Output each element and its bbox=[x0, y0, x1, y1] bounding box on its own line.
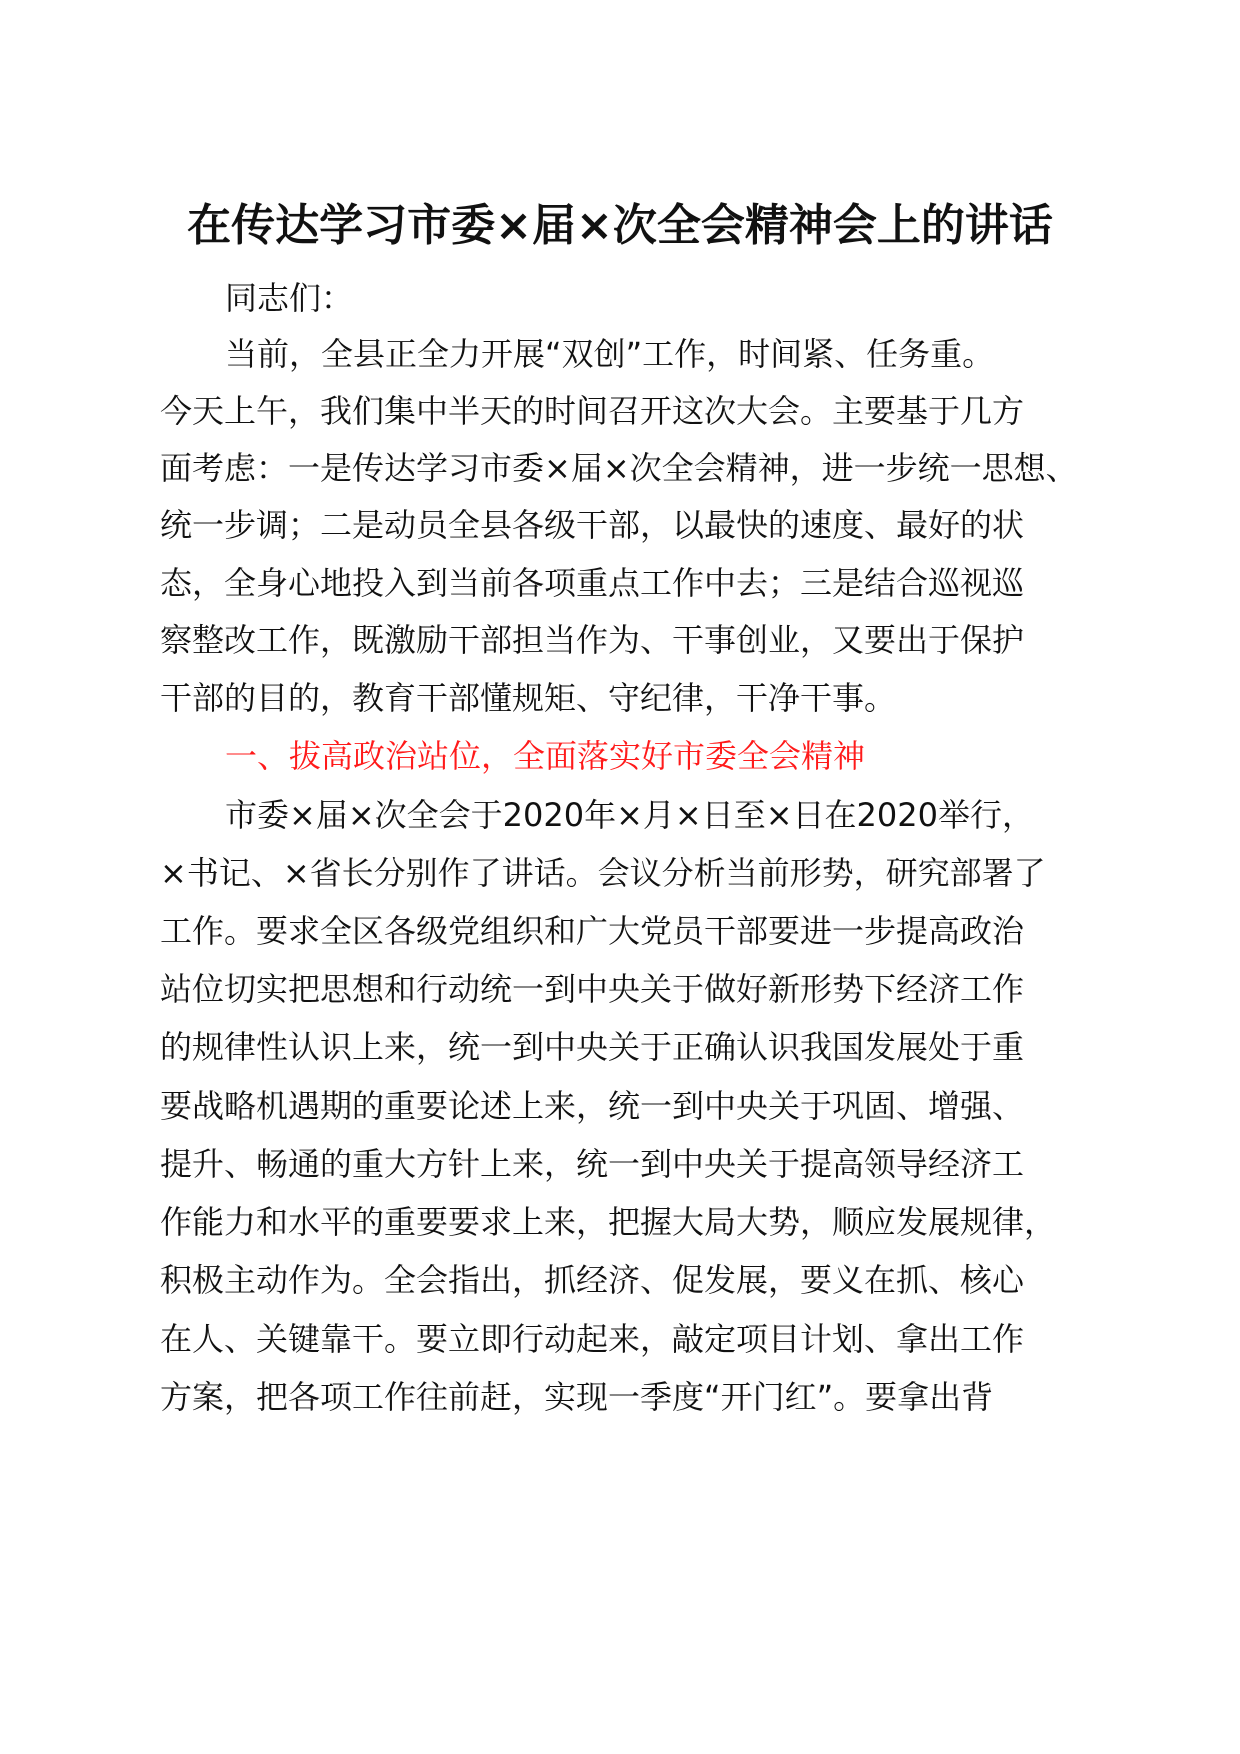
paragraph-line: 工作。要求全区各级党组织和广大党员干部要进一步提高政治 bbox=[160, 912, 1025, 950]
paragraph-line: 察整改工作，既激励干部担当作为、干事创业，又要出于保护 bbox=[160, 621, 1025, 659]
paragraph-line: 今天上午，我们集中半天的时间召开这次大会。主要基于几方 bbox=[160, 392, 1025, 430]
paragraph-line: 统一步调；二是动员全县各级干部，以最快的速度、最好的状 bbox=[160, 506, 1025, 544]
paragraph-line: 积极主动作为。全会指出，抓经济、促发展，要义在抓、核心 bbox=[160, 1261, 1025, 1299]
paragraph-line: ×书记、×省长分别作了讲话。会议分析当前形势，研究部署了 bbox=[160, 854, 1046, 892]
paragraph-line: 市委×届×次全会于2020年×月×日至×日在2020举行， bbox=[225, 796, 1034, 834]
paragraph-line: 态，全身心地投入到当前各项重点工作中去；三是结合巡视巡 bbox=[160, 564, 1025, 602]
paragraph-line: 作能力和水平的重要要求上来，把握大局大势，顺应发展规律， bbox=[160, 1203, 1057, 1241]
paragraph-line: 干部的目的，教育干部懂规矩、守纪律，干净干事。 bbox=[160, 679, 897, 717]
paragraph-line: 方案，把各项工作往前赶，实现一季度“开门红”。要拿出背 bbox=[160, 1378, 994, 1416]
salutation: 同志们： bbox=[225, 279, 354, 317]
paragraph-line: 在人、关键靠干。要立即行动起来，敲定项目计划、拿出工作 bbox=[160, 1320, 1025, 1358]
paragraph-line: 的规律性认识上来，统一到中央关于正确认识我国发展处于重 bbox=[160, 1028, 1025, 1066]
paragraph-line: 要战略机遇期的重要论述上来，统一到中央关于巩固、增强、 bbox=[160, 1087, 1025, 1125]
paragraph-line: 站位切实把思想和行动统一到中央关于做好新形势下经济工作 bbox=[160, 970, 1025, 1008]
paragraph-line: 提升、畅通的重大方针上来，统一到中央关于提高领导经济工 bbox=[160, 1145, 1025, 1183]
paragraph-line: 面考虑：一是传达学习市委×届×次全会精神，进一步统一思想、 bbox=[160, 449, 1078, 487]
section-heading: 一、拔高政治站位，全面落实好市委全会精神 bbox=[225, 737, 866, 775]
document-title: 在传达学习市委×届×次全会精神会上的讲话 bbox=[187, 200, 1053, 251]
paragraph-line: 当前，全县正全力开展“双创”工作，时间紧、任务重。 bbox=[225, 335, 995, 373]
